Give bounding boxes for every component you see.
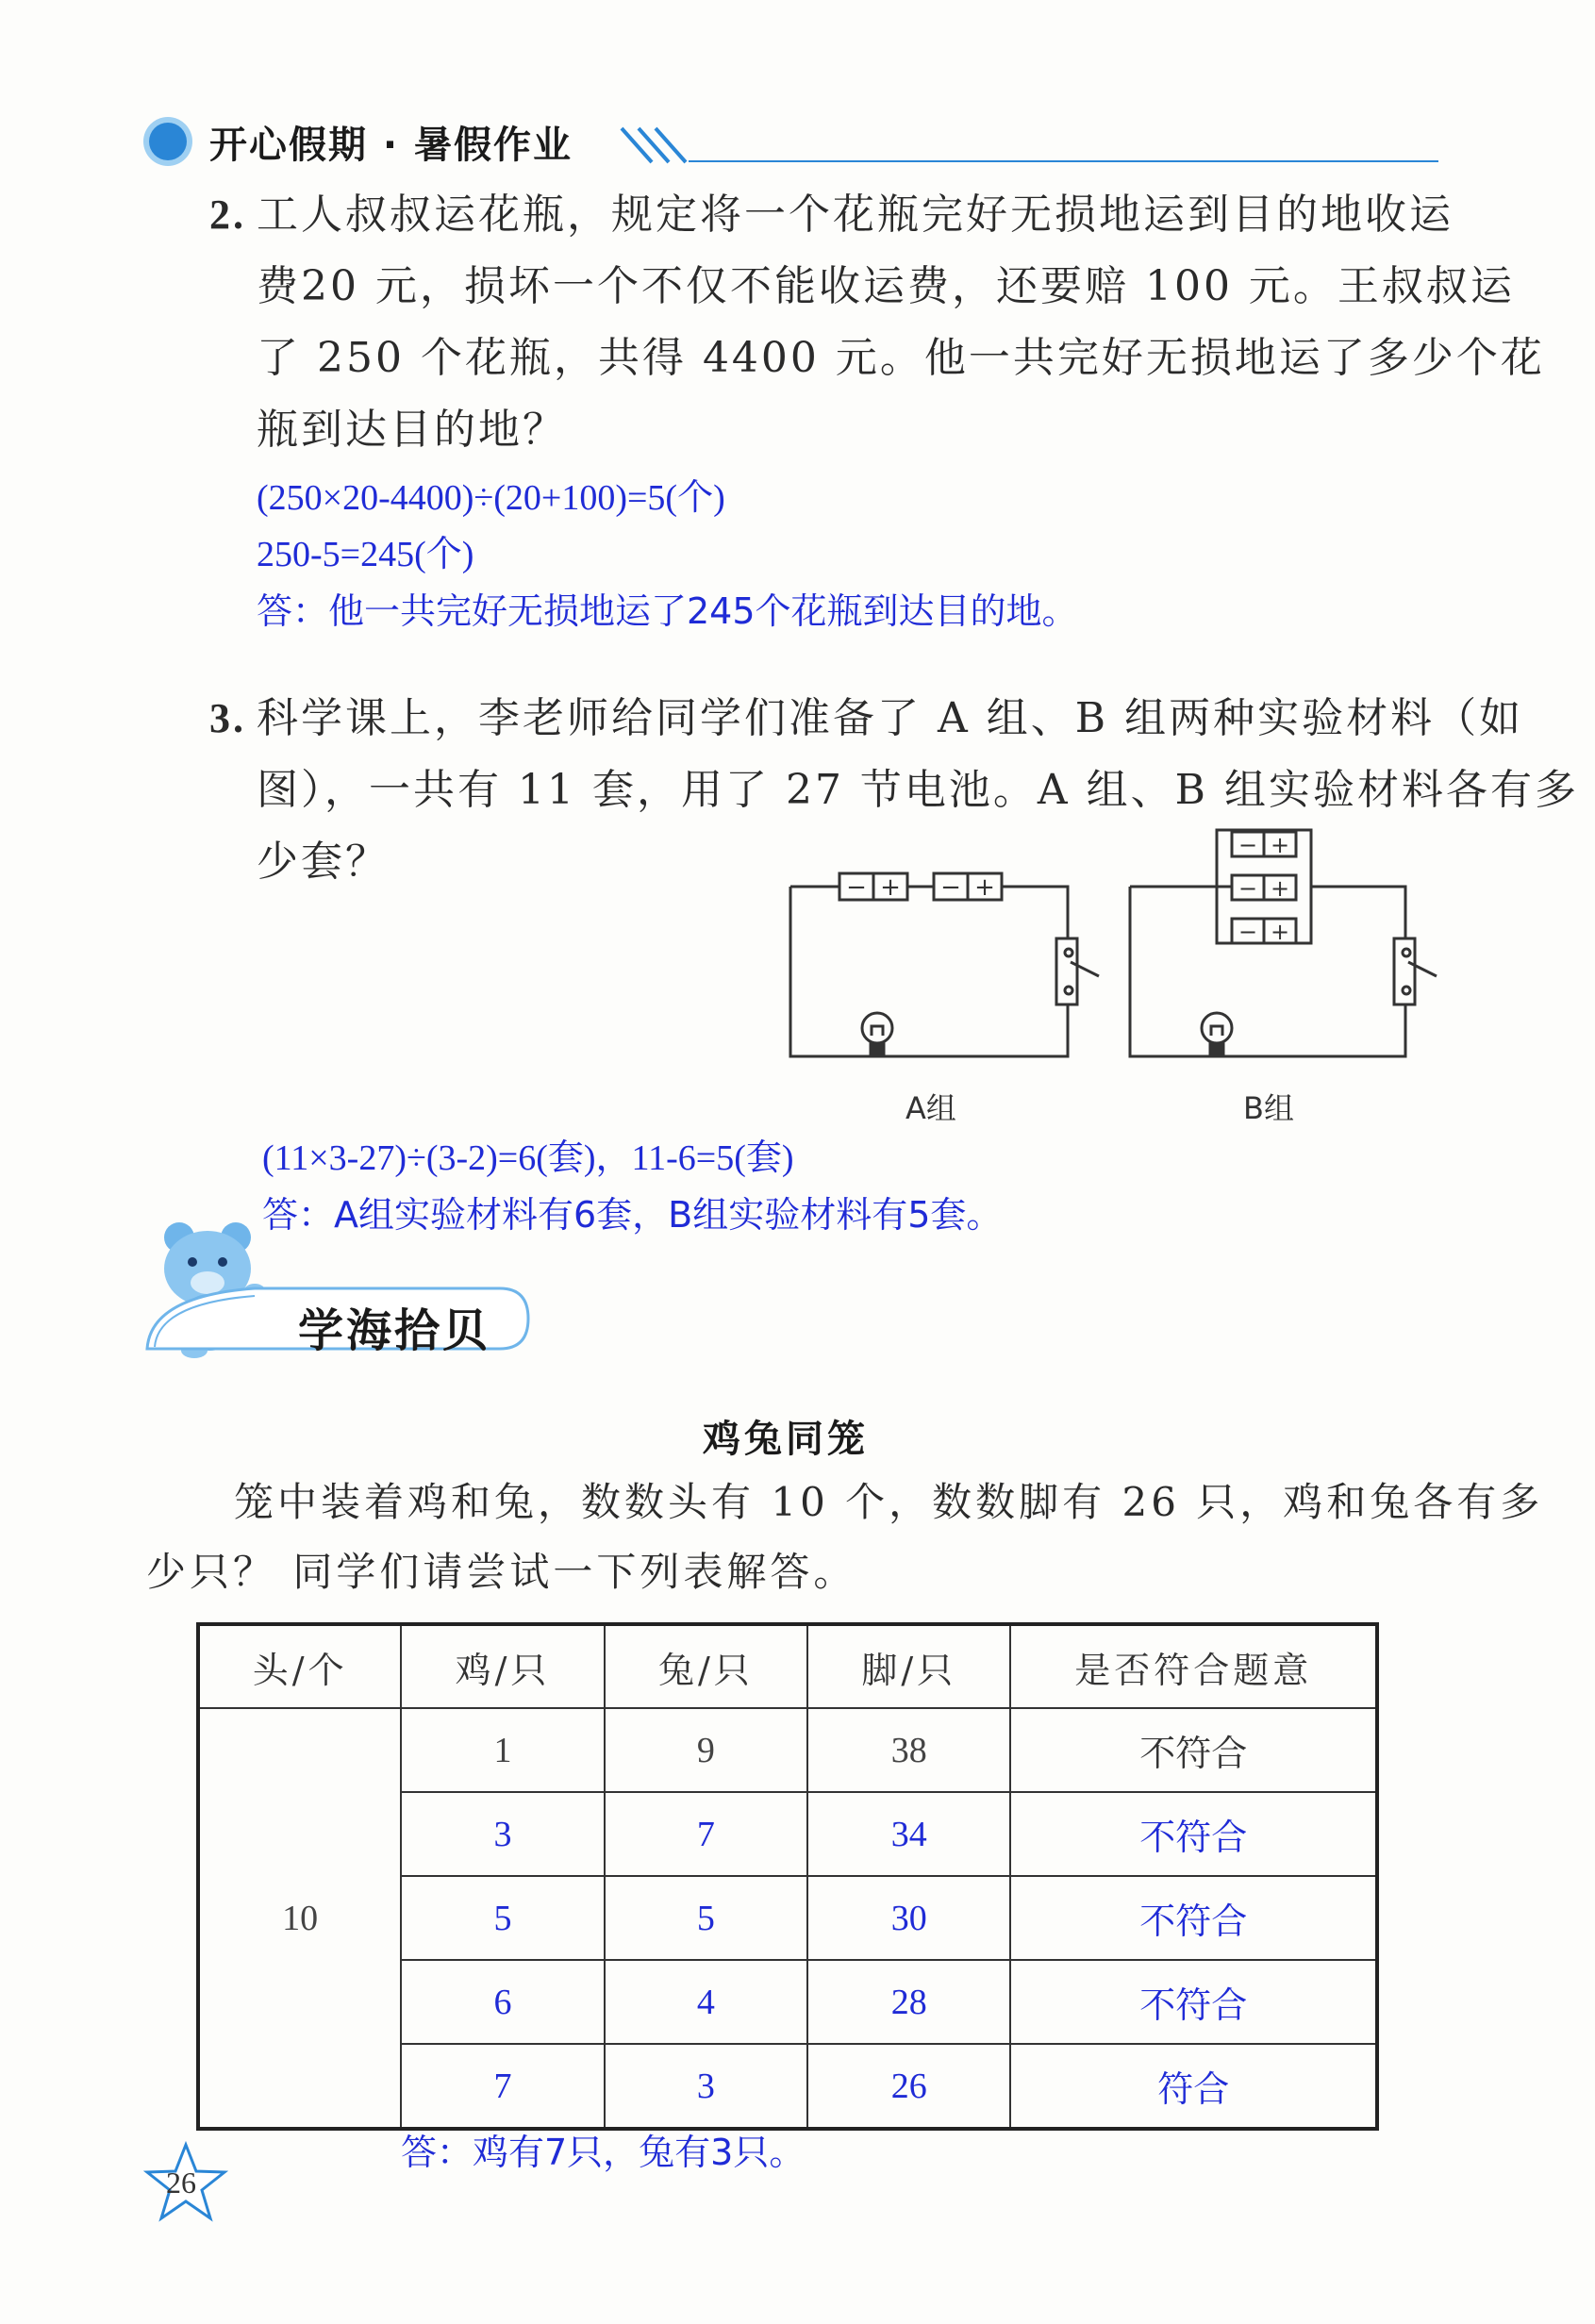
feet-cell: 28 [807,1960,1010,2044]
q3-line-1: 科学课上，李老师给同学们准备了 A 组、B 组两种实验材料（如 [257,694,1524,742]
rabbit-cell: 3 [605,2044,807,2129]
circuit-diagram-a [783,858,1104,1075]
circuit-diagram-b [1122,821,1443,1075]
b-cell-3-minus: − [1238,919,1258,945]
fit-cell: 符合 [1010,2044,1377,2129]
story-line-2: 少只？ 同学们请尝试一下列表解答。 [146,1549,857,1595]
rabbit-cell: 5 [605,1876,807,1960]
diagram-b-label: B组 [1243,1090,1294,1126]
q2-line-2: 费20 元，损坏一个不仅不能收运费，还要赔 100 元。王叔叔运 [257,262,1515,310]
q2-line-3: 了 250 个花瓶，共得 4400 元。他一共完好无损地运了多少个花 [257,334,1545,382]
rabbit-cell: 4 [605,1960,807,2044]
a-cell-2-minus: − [940,873,961,902]
header-chicken: 鸡/只 [401,1624,604,1708]
story-line-1: 笼中装着鸡和兔，数数头有 10 个，数数脚有 26 只，鸡和兔各有多 [234,1479,1544,1525]
q3-line-3: 少套？ [257,838,390,886]
fit-cell: 不符合 [1010,1792,1377,1876]
feet-cell: 34 [807,1792,1010,1876]
heads-cell: 10 [198,1708,401,2129]
header-feet: 脚/只 [807,1624,1010,1708]
b-cell-2-plus: + [1270,875,1290,902]
header-fit: 是否符合题意 [1010,1624,1377,1708]
chicken-cell: 3 [401,1792,604,1876]
final-answer: 答：鸡有7只，兔有3只。 [401,2132,806,2173]
q2-answer-line-3: 答：他一共完好无损地运了245个花瓶到达目的地。 [257,590,1078,632]
header-heads: 头/个 [198,1624,401,1708]
q3-answer-line-1: (11×3-27)÷(3-2)=6(套)，11-6=5(套) [262,1138,794,1178]
b-cell-1-minus: − [1238,832,1258,858]
fit-cell: 不符合 [1010,1708,1377,1792]
b-cell-3-plus: + [1270,919,1290,945]
fit-cell: 不符合 [1010,1960,1377,2044]
page-number: 26 [166,2166,196,2200]
table-header-row [198,1624,1377,1708]
chicken-cell: 6 [401,1960,604,2044]
q3-answer-line-2: 答：A组实验材料有6套，B组实验材料有5套。 [262,1194,1003,1236]
q3-number: 3. [209,695,246,741]
rabbit-cell: 7 [605,1792,807,1876]
q2-number: 2. [209,191,246,238]
header-rabbit: 兔/只 [605,1624,807,1708]
q3-line-2: 图），一共有 11 套，用了 27 节电池。A 组、B 组实验材料各有多 [257,766,1580,814]
feet-cell: 30 [807,1876,1010,1960]
section-title: 学海拾贝 [298,1304,491,1357]
table-row [198,1708,1377,1792]
chicken-cell: 5 [401,1876,604,1960]
q2-answer-line-2: 250-5=245(个) [257,535,474,574]
q2-line-4: 瓶到达目的地？ [257,406,567,454]
b-cell-1-plus: + [1270,832,1290,858]
header-badge [141,115,194,168]
fit-cell: 不符合 [1010,1876,1377,1960]
feet-cell: 38 [807,1708,1010,1792]
header-rule [689,160,1438,162]
q2-answer-line-1: (250×20-4400)÷(20+100)=5(个) [257,478,725,518]
header-title: 开心假期 · 暑假作业 [209,124,573,167]
a-cell-1-plus: + [880,873,901,902]
chicken-cell: 7 [401,2044,604,2129]
a-cell-2-plus: + [974,873,995,902]
story-title: 鸡兔同笼 [703,1418,869,1461]
chicken-cell: 1 [401,1708,604,1792]
q2-line-1: 工人叔叔运花瓶，规定将一个花瓶完好无损地运到目的地收运 [257,191,1454,239]
a-cell-1-minus: − [846,873,867,902]
rabbit-cell: 9 [605,1708,807,1792]
diagram-a-label: A组 [905,1090,956,1126]
chicken-rabbit-table [196,1622,1379,2131]
b-cell-2-minus: − [1238,875,1258,902]
feet-cell: 26 [807,2044,1010,2129]
